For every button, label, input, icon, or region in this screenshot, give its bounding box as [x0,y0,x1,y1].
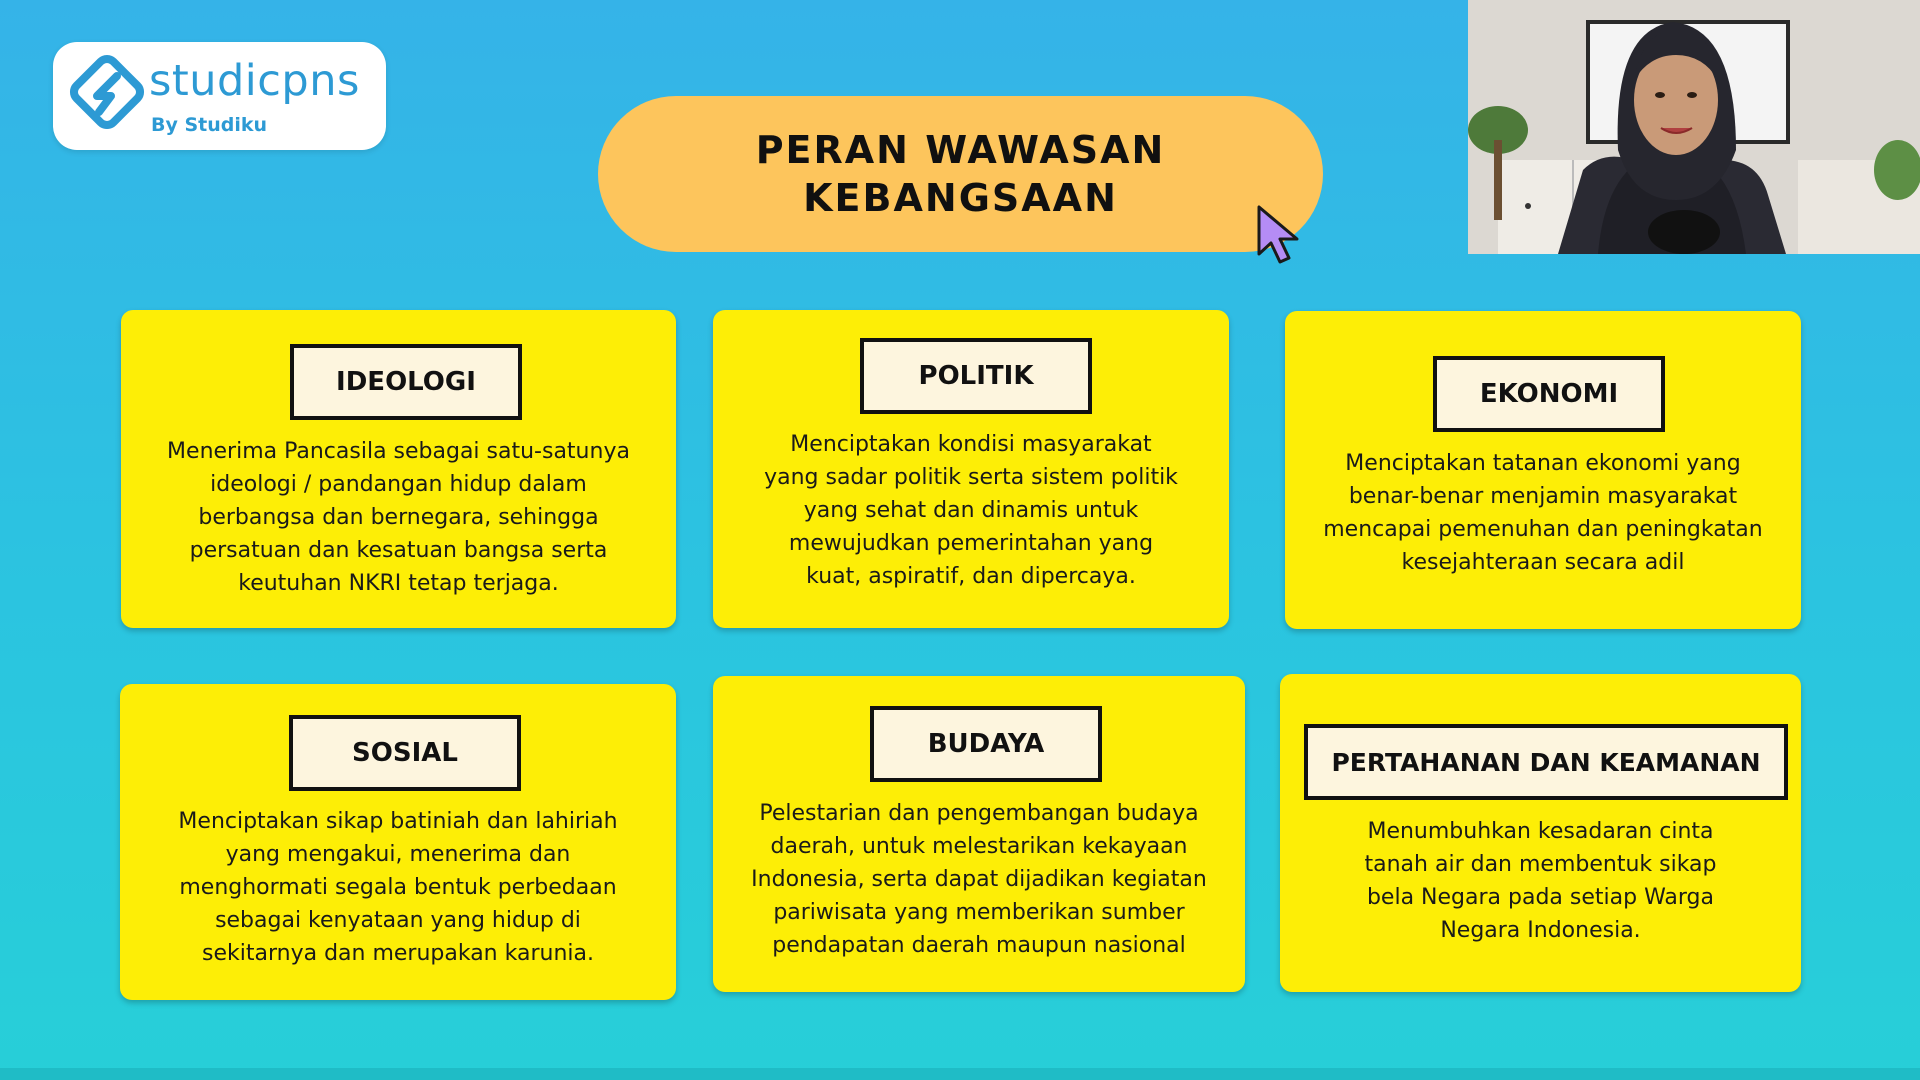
studicpns-logo [53,42,386,150]
presenter-webcam-feed [1468,0,1920,254]
card-description: Menciptakan tatanan ekonomi yang benar-benar menjamin masyarakat mencapai pemenuhan dan peningkatan kesejahteraan secara adil [1323,451,1763,575]
logo-name: studicpns [149,56,360,106]
card-label: BUDAYA [870,706,1102,782]
card-budaya [713,676,1245,992]
card-label: POLITIK [860,338,1092,414]
card-label: PERTAHANAN DAN KEAMANAN [1304,724,1788,800]
card-ideologi [121,310,676,628]
card-description: Menumbuhkan kesadaran cinta tanah air dan membentuk sikap bela Negara pada setiap Warga Negara Indonesia. [1364,819,1717,943]
card-description: Pelestarian dan pengembangan budaya daerah, untuk melestarikan kekayaan Indonesia, serta dapat dijadikan kegiatan pariwisata yang memberikan sumber pendapatan daerah maupun nasional [751,801,1207,958]
card-label: IDEOLOGI [290,344,522,420]
card-description: Menciptakan kondisi masyarakat yang sadar politik serta sistem politik yang sehat dan dinamis untuk mewujudkan pemerintahan yang kuat, aspiratif, dan dipercaya. [764,432,1178,589]
card-label: EKONOMI [1433,356,1665,432]
card-politik [713,310,1229,628]
title-line-1: PERAN WAWASAN [755,128,1166,172]
mouse-pointer-icon [1256,204,1306,268]
title-line-2: KEBANGSAAN [803,176,1118,220]
card-label: SOSIAL [289,715,521,791]
studicpns-logo-icon [67,52,151,136]
slide-title [598,96,1323,252]
card-sosial [120,684,676,1000]
card-description: Menciptakan sikap batiniah dan lahiriah yang mengakui, menerima dan menghormati segala bentuk perbedaan sebagai kenyataan yang hidup di sekitarnya dan merupakan karunia. [178,809,618,966]
bottom-strip [0,1068,1920,1080]
card-pertahanan-keamanan [1280,674,1801,992]
card-description: Menerima Pancasila sebagai satu-satunya ideologi / pandangan hidup dalam berbangsa dan bernegara, sehingga persatuan dan kesatuan bangsa serta keutuhan NKRI tetap terjaga. [167,439,630,596]
card-ekonomi [1285,311,1801,629]
logo-subtitle: By Studiku [151,114,268,136]
